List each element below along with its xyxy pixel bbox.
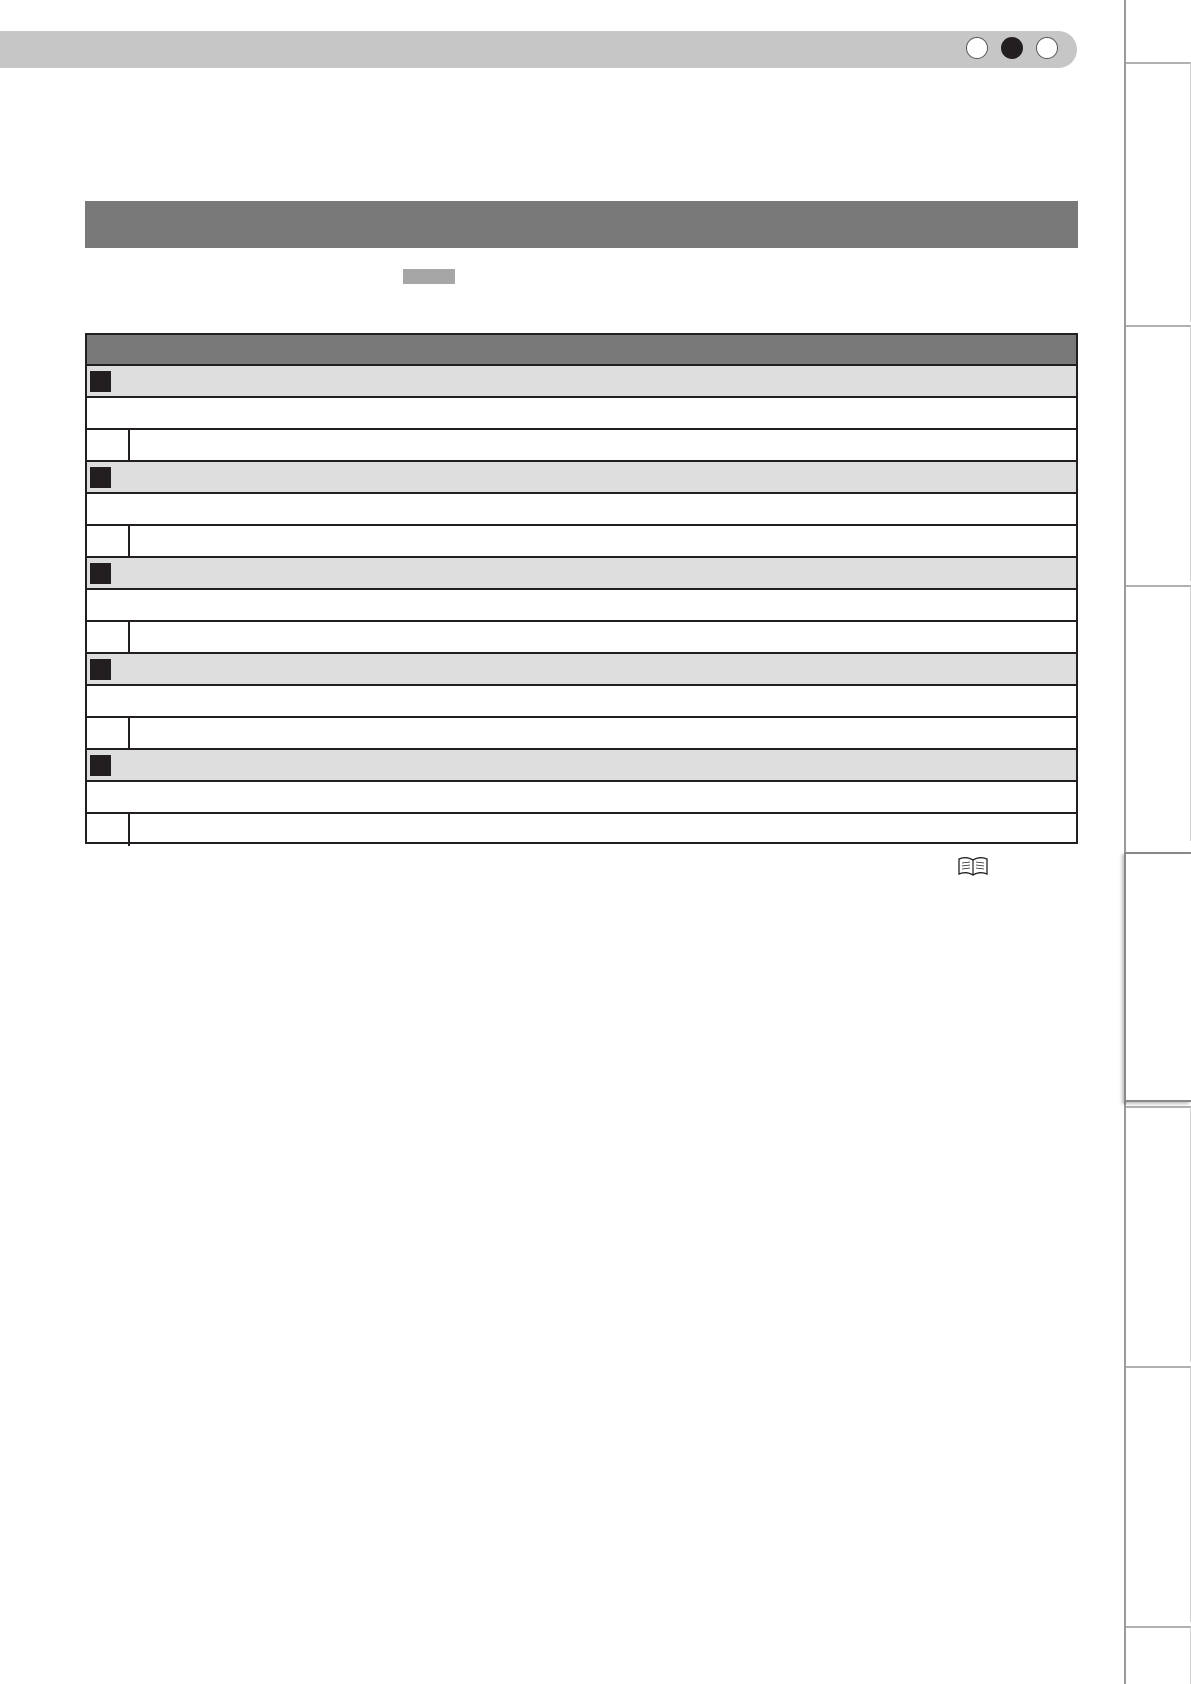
group-marker [90, 755, 111, 776]
table-sub-row [87, 526, 1076, 558]
group-marker [90, 371, 111, 392]
group-marker [90, 467, 111, 488]
sub-row-index-cell [87, 814, 130, 846]
group-marker [90, 563, 111, 584]
side-tab[interactable] [1126, 1626, 1191, 1684]
page-indicator-dot [1036, 37, 1058, 59]
table-sub-row [87, 814, 1076, 846]
page-indicator-dot [966, 37, 988, 59]
table-detail-row [87, 494, 1076, 526]
sub-row-index-cell [87, 718, 130, 748]
table-sub-row [87, 718, 1076, 750]
table-detail-row [87, 590, 1076, 622]
table-group-row [87, 558, 1076, 590]
table-sub-row [87, 622, 1076, 654]
sub-row-index-cell [87, 622, 130, 652]
page-indicator-dot [1001, 37, 1023, 59]
settings-table [85, 333, 1078, 844]
table-group-row [87, 462, 1076, 494]
table-detail-row [87, 686, 1076, 718]
sub-row-index-cell [87, 430, 130, 460]
table-detail-row [87, 782, 1076, 814]
table-sub-row [87, 430, 1076, 462]
table-group-row [87, 654, 1076, 686]
side-tab[interactable] [1126, 1106, 1191, 1362]
side-tab[interactable] [1126, 585, 1191, 841]
table-group-row [87, 750, 1076, 782]
side-tab[interactable] [1126, 1366, 1191, 1622]
section-title-bar [85, 201, 1078, 248]
sub-row-index-cell [87, 526, 130, 556]
table-detail-row [87, 398, 1076, 430]
table-group-row [87, 366, 1076, 398]
group-marker [90, 659, 111, 680]
top-header-bar [0, 31, 1077, 68]
side-tab[interactable] [1126, 62, 1191, 322]
book-icon [957, 856, 989, 876]
inline-label-swatch [403, 269, 455, 284]
side-tab[interactable] [1124, 852, 1191, 1102]
side-tab[interactable] [1126, 325, 1191, 581]
table-header [87, 335, 1076, 366]
